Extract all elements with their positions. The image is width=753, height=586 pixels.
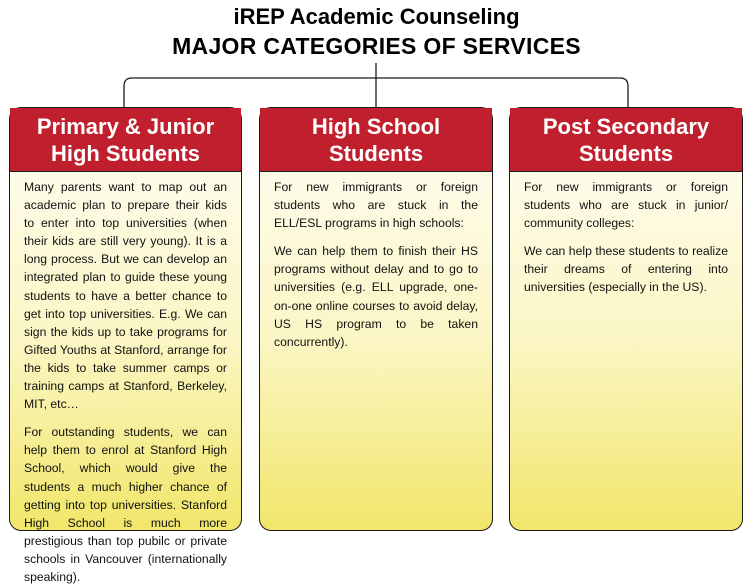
column-high-school [259,107,493,531]
column-body [510,172,742,297]
chart-subtitle: MAJOR CATEGORIES OF SERVICES [172,33,581,59]
column-header: Primary & Junior High Students [10,108,241,172]
column-header: High School Students [260,108,492,172]
column-paragraph: For new immigrants or foreign students who are stuck in the ELL/ESL programs in high schools: [274,180,478,231]
chart-title: iREP Academic Counseling [233,4,520,29]
column-post-secondary [509,107,743,531]
column-primary-junior-high [9,107,242,584]
column-body [260,172,492,351]
column-paragraph: We can help them to finish their HS programs without delay and to go to universities (e.g. ELL upgrade, one-on-one online courses to avoid delay, US HS program to be taken concurrently). [274,244,478,349]
column-paragraph: We can help these students to realize their dreams of entering into universities (especially in the US). [524,244,728,295]
column-paragraph: For new immigrants or foreign students who are stuck in junior/ community colleges: [524,180,728,231]
column-body [10,172,241,586]
column-header: Post Secondary Students [510,108,742,172]
column-paragraph: For outstanding students, we can help them to enrol at Stanford High School, which would give the students a much higher chance of getting into top universities. Stanford High School is much more prestigious than top pubilc or private schools in Vancouver (internationally speaking). [24,425,227,584]
column-paragraph: Many parents want to map out an academic plan to prepare their kids to enter into top universities (when their kids are still very young). It is a long process. But we can develop an integrated plan to guide these young students to have a better chance to get into top universities. E.g. We can sign the kids up to take programs for Gifted Youths at Stanford, arrange for the kids to take summer camps or training camps at Stanford, Berkeley, MIT, etc… [24,180,227,412]
